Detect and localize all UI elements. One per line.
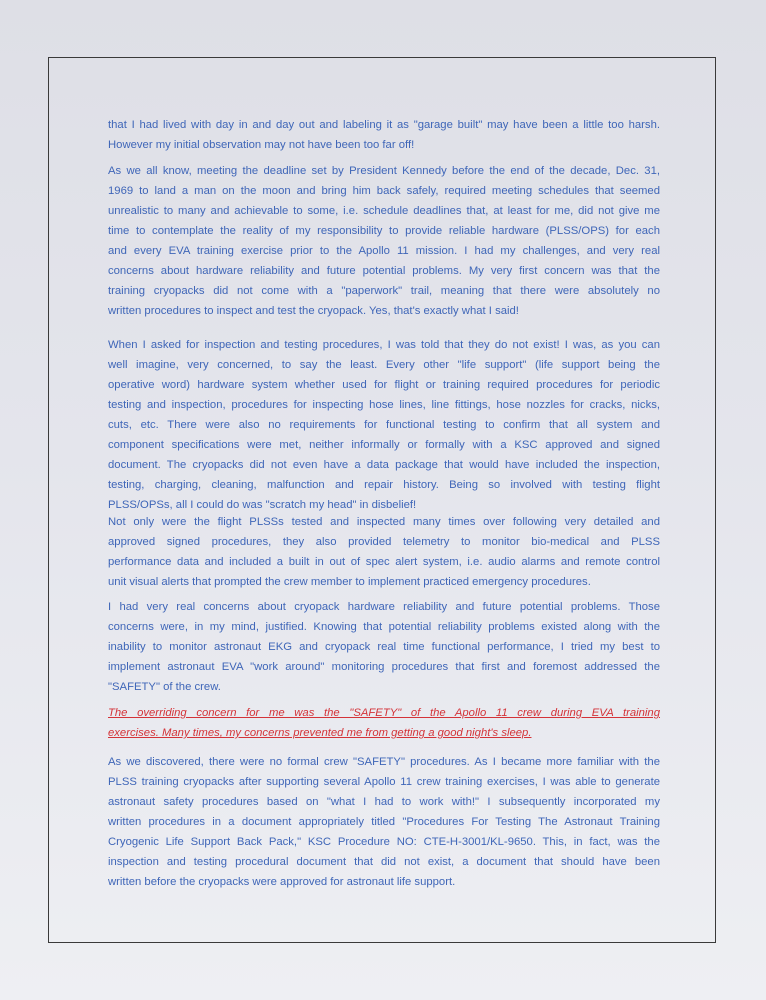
paragraph-concerns bbox=[108, 597, 660, 697]
paragraph-garage-built bbox=[108, 115, 660, 155]
text-line: time to contemplate the reality of my responsibility to provide reliable hardware (PLSS/OPS) for each bbox=[108, 225, 660, 237]
text-line: concerns were, in my mind, justified. Knowing that potential reliability problems existed along with the bbox=[108, 621, 660, 633]
text-line: training cryopacks did not come with a "paperwork" trail, meaning that there were absolutely no bbox=[108, 285, 660, 297]
text-line: When I asked for inspection and testing procedures, I was told that they do not exist! I was, as you can bbox=[108, 339, 660, 351]
text-line: testing and inspection, procedures for inspecting hose lines, line fittings, hose nozzles for cracks, nicks, bbox=[108, 399, 660, 411]
text-line: However my initial observation may not have been too far off! bbox=[108, 139, 415, 151]
text-line: that I had lived with day in and day out and labeling it as "garage built" may have been a little too harsh. bbox=[108, 119, 660, 131]
text-line: astronaut safety procedures based on "what I had to work with!" I subsequently incorporated my bbox=[108, 796, 660, 808]
text-line: written procedures to inspect and test the cryopack. Yes, that's exactly what I said! bbox=[108, 305, 519, 317]
text-line: inability to monitor astronaut EKG and cryopack real time functional performance, I tried my best to bbox=[108, 641, 660, 653]
text-line: unit visual alerts that prompted the crew member to implement practiced emergency procedures. bbox=[108, 576, 591, 588]
paragraph-safety-emphasis bbox=[108, 703, 660, 743]
text-line: well imagine, very concerned, to say the least. Every other "life support" (life support being the bbox=[108, 359, 660, 371]
text-line: 1969 to land a man on the moon and bring him back safely, required meeting schedules that seemed bbox=[108, 185, 660, 197]
text-line: concerns about hardware reliability and future potential problems. My very first concern was that the bbox=[108, 265, 660, 277]
text-line: "SAFETY" of the crew. bbox=[108, 681, 221, 693]
text-line: As we all know, meeting the deadline set by President Kennedy before the end of the decade, Dec. 31, bbox=[108, 165, 660, 177]
text-line: cuts, etc. There were also no requirements for functional testing to confirm that all system and bbox=[108, 419, 660, 431]
text-line: performance data and included a built in out of spec alert system, i.e. audio alarms and remote control bbox=[108, 556, 660, 568]
text-line: inspection and testing procedural document that did not exist, a document that should have been bbox=[108, 856, 660, 868]
text-line: operative word) hardware system whether used for flight or training required procedures for periodic bbox=[108, 379, 660, 391]
text-line: As we discovered, there were no formal crew "SAFETY" procedures. As I became more familiar with the bbox=[108, 756, 660, 768]
text-line: The overriding concern for me was the "SAFETY" of the Apollo 11 crew during EVA training bbox=[108, 707, 660, 719]
paragraph-flight-plss bbox=[108, 512, 660, 592]
text-line: unrealistic to many and achievable to some, i.e. schedule deadlines that, at least for me, did not give me bbox=[108, 205, 660, 217]
paragraph-kennedy-deadline bbox=[108, 161, 660, 321]
text-line: written before the cryopacks were approved for astronaut life support. bbox=[108, 876, 456, 888]
text-line: written procedures in a document appropriately titled "Procedures For Testing The Astronaut Training bbox=[108, 816, 660, 828]
text-line: Not only were the flight PLSSs tested and inspected many times over following very detailed and bbox=[108, 516, 660, 528]
text-line: component specifications were met, neither informally or formally with a KSC approved and signed bbox=[108, 439, 660, 451]
text-line: testing, charging, cleaning, malfunction and repair history. Being so involved with testing flight bbox=[108, 479, 660, 491]
text-line: I had very real concerns about cryopack hardware reliability and future potential problems. Those bbox=[108, 601, 660, 613]
paragraph-no-procedures bbox=[108, 335, 660, 515]
paragraph-procedure-document bbox=[108, 752, 660, 892]
text-line: exercises. Many times, my concerns prevented me from getting a good night's sleep. bbox=[108, 727, 532, 739]
text-line: approved signed procedures, they also provided telemetry to monitor bio-medical and PLSS bbox=[108, 536, 660, 548]
text-line: and every EVA training exercise prior to the Apollo 11 mission. I had my challenges, and very real bbox=[108, 245, 660, 257]
text-line: PLSS training cryopacks after supporting several Apollo 11 crew training exercises, I was able to generate bbox=[108, 776, 660, 788]
text-line: PLSS/OPSs, all I could do was "scratch my head" in disbelief! bbox=[108, 499, 417, 511]
text-line: document. The cryopacks did not even have a data package that would have included the inspection, bbox=[108, 459, 660, 471]
text-line: implement astronaut EVA "work around" monitoring procedures that first and foremost addressed the bbox=[108, 661, 660, 673]
text-line: Cryogenic Life Support Back Pack," KSC Procedure NO: CTE-H-3001/KL-9650. This, in fact, was the bbox=[108, 836, 660, 848]
